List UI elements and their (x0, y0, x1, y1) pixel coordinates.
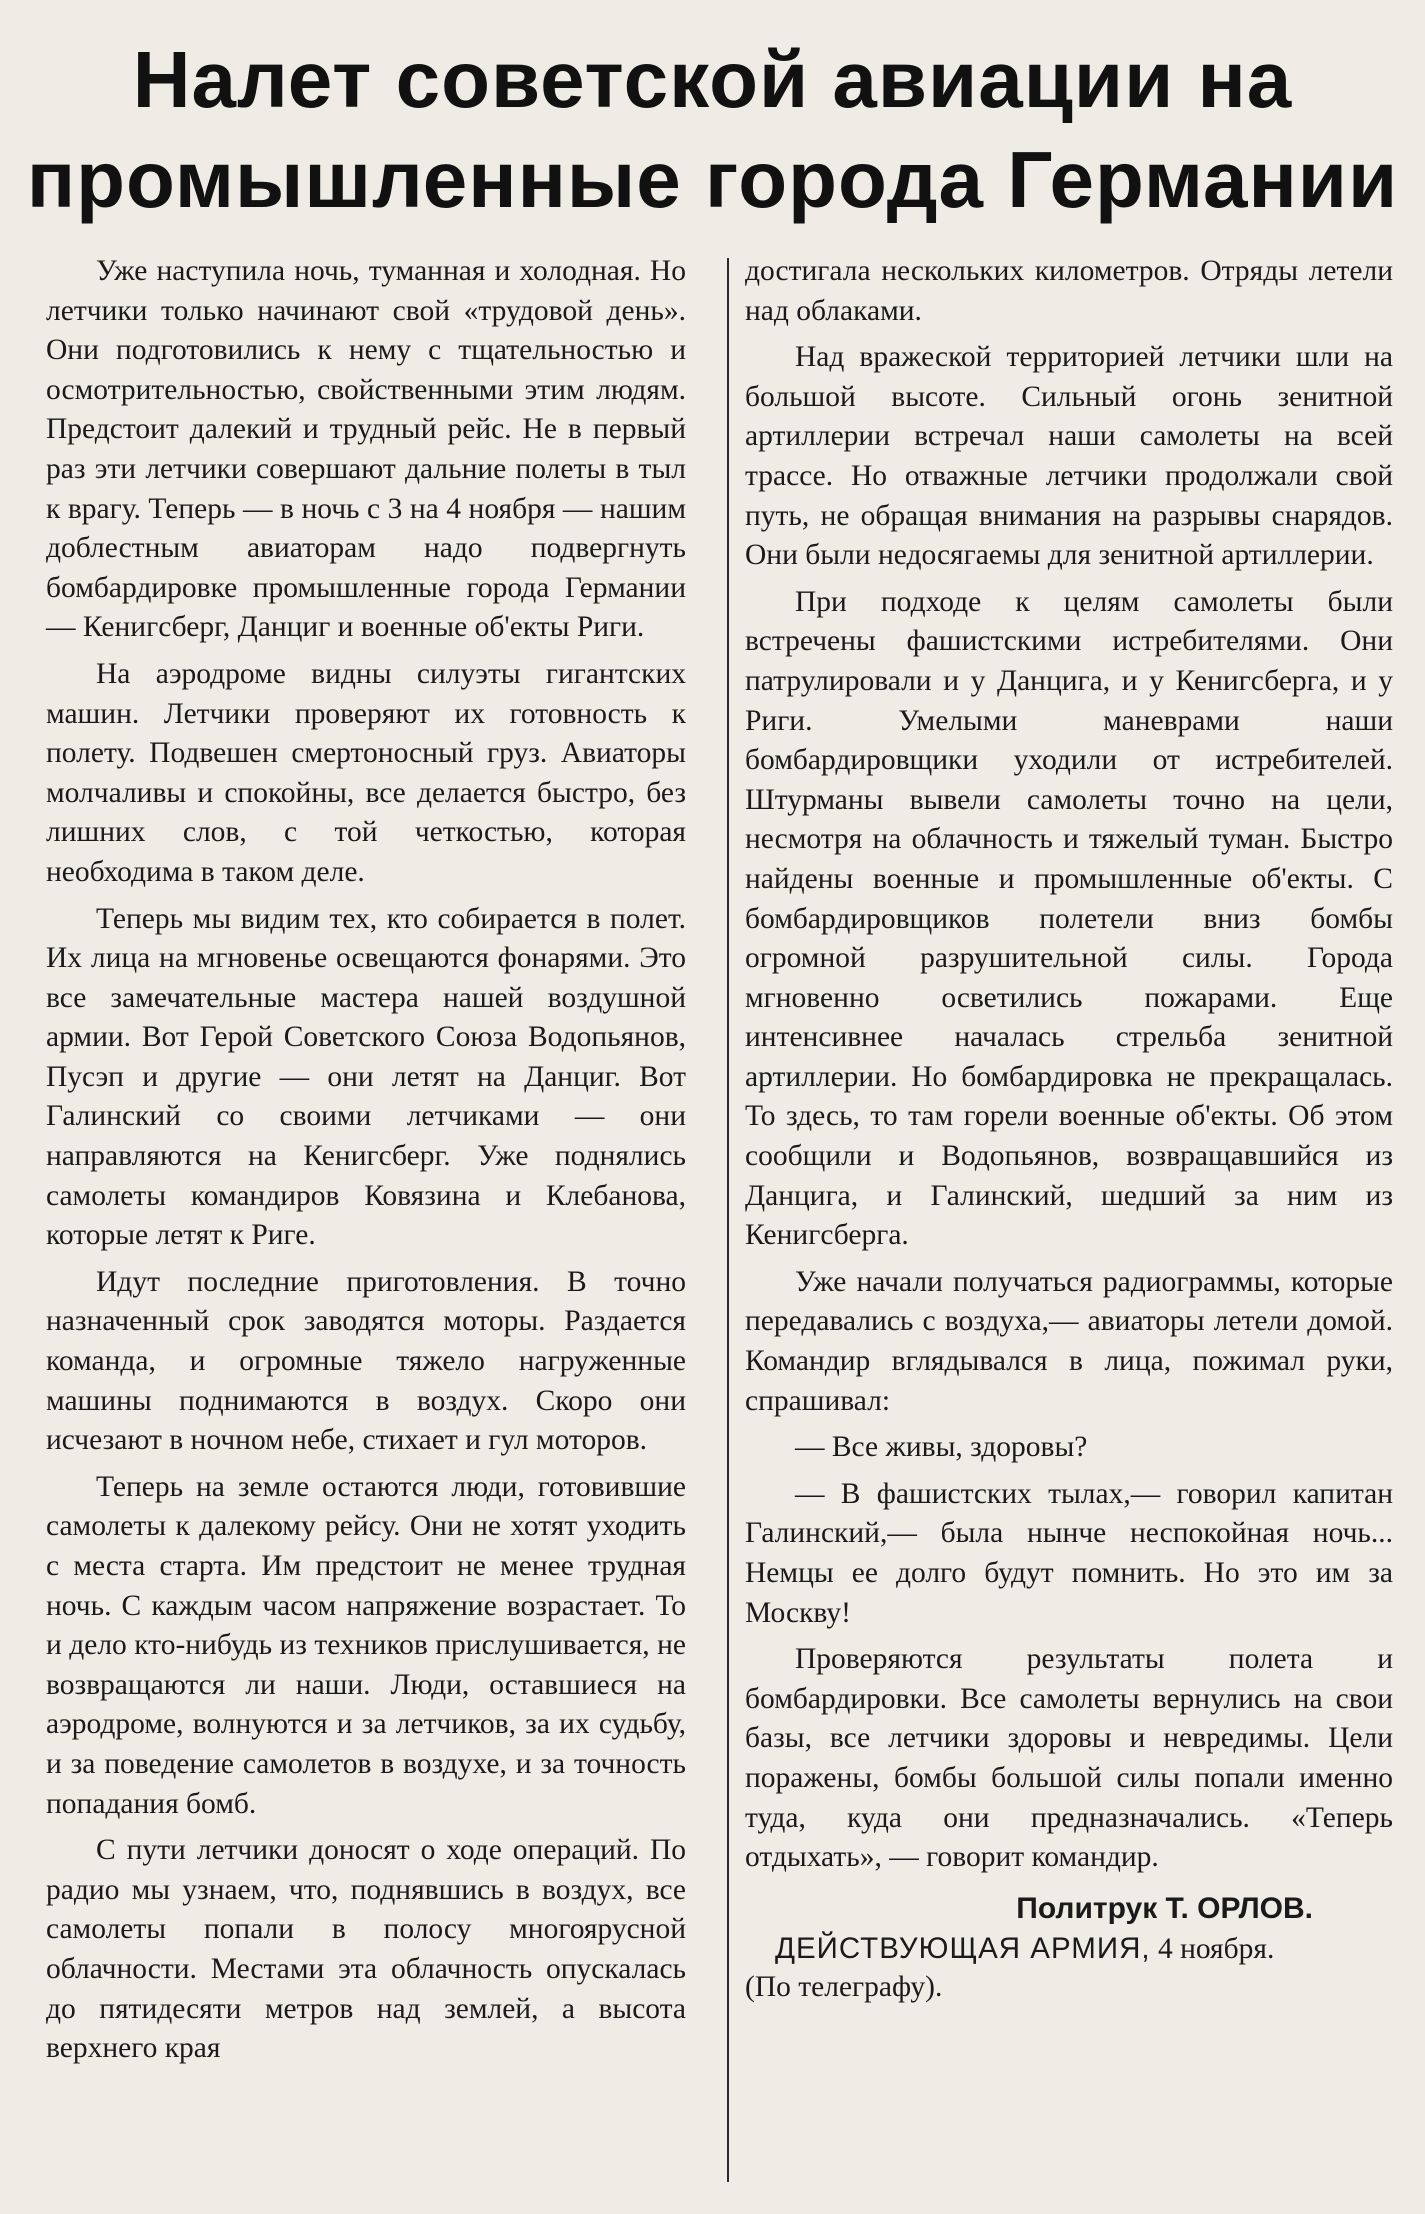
paragraph: Проверяются результаты полета и бомбардировки. Все самолеты вернулись на свои базы, все летчики здоровы и невредимы. Цели поражены, бомбы большой силы попали именно туда, куда они предназначались. «Теперь отдыхать», — говорит командир. (745, 1643, 1393, 1874)
author-signature: Политрук Т. ОРЛОВ. (1016, 1891, 1313, 1925)
paragraph: Уже наступила ночь, туманная и холодная. Но летчики только начинают свой «трудовой день». Они подготовились к нему с тщательностью и осмотрительностью, свойственными этим людям. Предстоит далекий и трудный рейс. Не в первый раз эти летчики совершают дальние полеты в тыл к врагу. Теперь — в ночь с 3 на 4 ноября — нашим доблестным авиаторам надо подвергнуть бомбардировке промышленные города Германии — Кенигсберг, Данциг и военные об'екты Риги. (46, 255, 686, 644)
paragraph: С пути летчики доносят о ходе операций. По радио мы узнаем, что, поднявшись в воздух, все самолеты попали в полосу многоярусной облачности. Местами эта облачность опускалась до пятидесяти метров над землей, а высота верхнего края (46, 1834, 686, 2065)
dateline-date: 4 ноября. (1157, 1932, 1275, 1965)
paragraph: Теперь мы видим тех, кто собирается в полет. Их лица на мгновенье освещаются фонарями. Это все замечательные мастера нашей воздушной армии. Вот Герой Советского Союза Водопьянов, Пусэп и другие — они летят на Данциг. Вот Галинский со своими летчиками — они направляются на Кенигсберг. Уже поднялись самолеты командиров Ковязина и Клебанова, которые летят к Риге. (46, 902, 686, 1252)
headline-line-2: промышленные города Германии (26, 135, 1399, 224)
paragraph: — Все живы, здоровы? (795, 1431, 1088, 1464)
left-column (18, 252, 688, 2182)
paragraph: При подходе к целям самолеты были встречены фашистскими истребителями. Они патрулировали и у Данцига, и у Кенигсберга, и у Риги. Умелыми маневрами наши бомбардировщики уходили от истребителей. Штурманы вывели самолеты точно на цели, несмотря на облачность и тяжелый туман. Быстро найдены военные и промышленные об'екты. С бомбардировщиков полетели вниз бомбы огромной разрушительной силы. Города мгновенно осветились пожарами. Еще интенсивнее началась стрельба зенитной артиллерии. Но бомбардировка не прекращалась. То здесь, то там горели военные об'екты. Об этом сообщили и Водопьянов, возвращавшийся из Данцига, и Галинский, шедший за ним из Кенигсберга. (745, 585, 1393, 1252)
dateline (745, 1930, 1393, 2006)
column-divider (727, 258, 729, 2182)
paragraph: Уже начали получаться радиограммы, которые передавались с воздуха,— авиаторы летели домой. Командир вглядывался в лица, пожимал руки, спрашивал: (745, 1265, 1393, 1417)
paragraph: достигала нескольких километров. Отряды летели над облаками. (745, 255, 1393, 327)
headline (18, 30, 1407, 230)
headline-line-1: Налет советской авиации на (132, 35, 1293, 124)
paragraph: Идут последние приготовления. В точно назначенный срок заводятся моторы. Раздается команда, и огромные тяжело нагруженные машины поднимаются в воздух. Скоро они исчезают в ночном небе, стихает и гул моторов. (46, 1265, 686, 1457)
paragraph: На аэродроме видны силуэты гигантских машин. Летчики проверяют их готовность к полету. Подвешен смертоносный груз. Авиаторы молчаливы и спокойны, все делается быстро, без лишних слов, с той четкостью, которая необходима в таком деле. (46, 657, 686, 888)
dateline-source: (По телеграфу). (745, 1970, 943, 2003)
right-column (737, 252, 1407, 2182)
paragraph: Теперь на земле остаются люди, готовившие самолеты к далекому рейсу. Они не хотят уходить с места старта. Им предстоит не менее трудная ночь. С каждым часом напряжение возрастает. То и дело кто-нибудь из техников прислушивается, не возвращаются ли наши. Люди, оставшиеся на аэродроме, волнуются и за летчиков, за их судьбу, и за поведение самолетов в воздухе, и за точность попадания бомб. (46, 1470, 686, 1820)
article-columns (18, 252, 1407, 2182)
paragraph: Над вражеской территорией летчики шли на большой высоте. Сильный огонь зенитной артиллерии встречал наши самолеты на всей трассе. Но отважные летчики продолжали свой путь, не обращая внимания на разрывы снарядов. Они были недосягаемы для зенитной артиллерии. (745, 341, 1393, 572)
paragraph: — В фашистских тылах,— говорил капитан Галинский,— была нынче неспокойная ночь... Немцы ее долго будут помнить. Но это им за Москву! (745, 1477, 1393, 1629)
dateline-place: ДЕЙСТВУЮЩАЯ АРМИЯ, (775, 1931, 1151, 1965)
